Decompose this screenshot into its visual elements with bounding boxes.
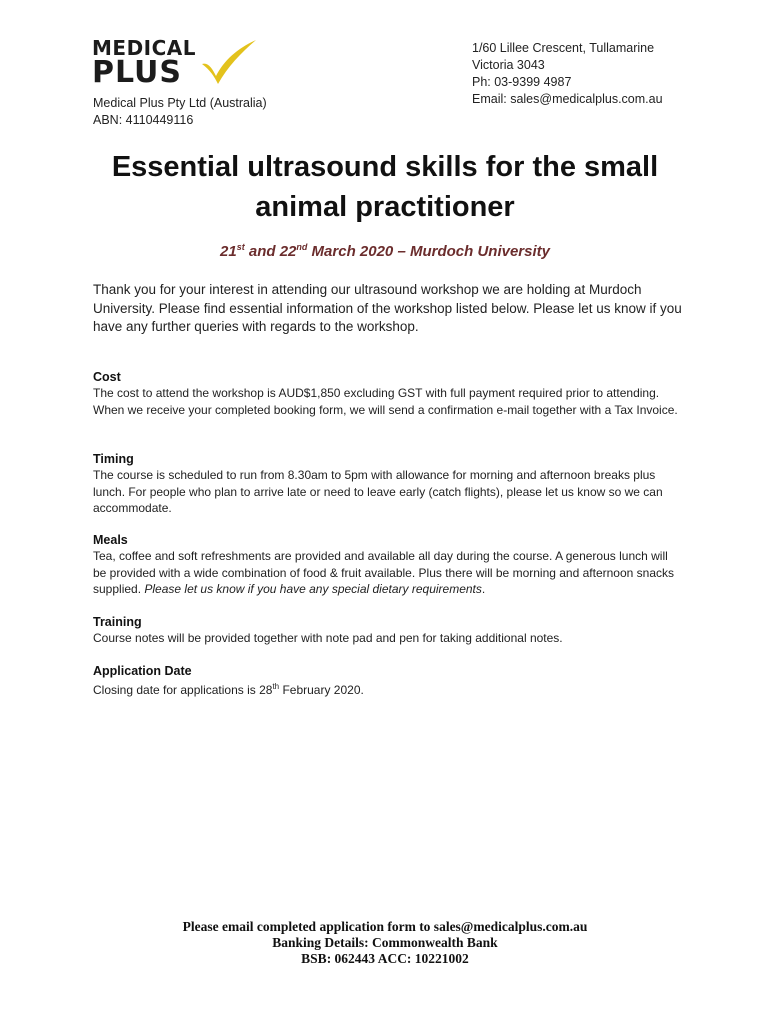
section-heading: Application Date xyxy=(93,664,192,678)
footer-account: BSB: 062443 ACC: 10221002 xyxy=(301,951,469,966)
footer xyxy=(60,919,710,967)
checkmark-icon xyxy=(198,38,258,86)
company-abn: ABN: 4110449116 xyxy=(93,113,194,127)
logo-text-plus: PLUS xyxy=(92,55,183,90)
section-heading: Meals xyxy=(93,533,128,547)
section-heading: Training xyxy=(93,615,142,629)
section-training xyxy=(93,614,683,647)
address-state: Victoria 3043 xyxy=(472,58,545,72)
appdate-suffix: th xyxy=(272,682,280,691)
title-line-1: Essential ultrasound skills for the small xyxy=(111,151,659,183)
event-date-location xyxy=(60,242,710,260)
company-details xyxy=(93,95,267,129)
section-heading: Timing xyxy=(93,452,134,466)
subtitle-rest: March 2020 – Murdoch University xyxy=(307,243,550,260)
address-phone: Ph: 03-9399 4987 xyxy=(472,75,572,89)
section-meals xyxy=(93,532,683,598)
title-line-2: animal practitioner xyxy=(255,191,515,223)
company-logo xyxy=(92,36,262,96)
footer-email-instruction: Please email completed application form to sales@medicalplus.com.au xyxy=(182,919,588,934)
page-title xyxy=(60,147,710,227)
intro-paragraph: Thank you for your interest in attending our ultrasound workshop we are holding at Murdoch University. Please find essential information of the workshop listed below. Please let us know if you have any further queries with regards to the workshop. xyxy=(93,282,682,334)
section-cost xyxy=(93,369,683,418)
subtitle-and: and 22 xyxy=(244,243,297,260)
section-body: The course is scheduled to run from 8.30am to 5pm with allowance for morning and afternoon breaks plus lunch. For people who plan to arrive late or need to leave early (catch flights), please let us know so we can accommodate. xyxy=(93,468,663,515)
section-body xyxy=(93,679,683,699)
logo-text-medical: MEDICAL xyxy=(92,36,197,60)
meals-body-end: . xyxy=(481,582,486,596)
meals-body-text: Tea, coffee and soft refreshments are provided and available all day during the course. A generous lunch will be provided with a wide combination of food & fruit available. Plus there will be morning and afternoon snacks supplied. xyxy=(93,549,674,596)
subtitle-day1: 21 xyxy=(220,243,237,260)
section-body: Course notes will be provided together with note pad and pen for taking additional notes. xyxy=(93,631,563,645)
section-body: The cost to attend the workshop is AUD$1,850 excluding GST with full payment required prior to attending. When we receive your completed booking form, we will send a confirmation e-mail together with a Tax Invoice. xyxy=(93,386,678,417)
appdate-body-end: February 2020. xyxy=(279,683,364,697)
contact-address xyxy=(472,40,663,108)
subtitle-day1-suffix: st xyxy=(236,242,245,252)
section-application-date xyxy=(93,663,683,699)
section-body xyxy=(93,548,683,598)
address-street: 1/60 Lillee Crescent, Tullamarine xyxy=(472,41,655,55)
appdate-body-start: Closing date for applications is 28 xyxy=(93,683,273,697)
subtitle-day2-suffix: nd xyxy=(296,242,308,252)
section-timing xyxy=(93,451,683,517)
dietary-note: Please let us know if you have any special dietary requirements xyxy=(144,582,482,596)
footer-bank: Banking Details: Commonwealth Bank xyxy=(272,935,498,950)
address-email: Email: sales@medicalplus.com.au xyxy=(472,92,663,106)
section-heading: Cost xyxy=(93,370,121,384)
company-name: Medical Plus Pty Ltd (Australia) xyxy=(93,96,267,110)
